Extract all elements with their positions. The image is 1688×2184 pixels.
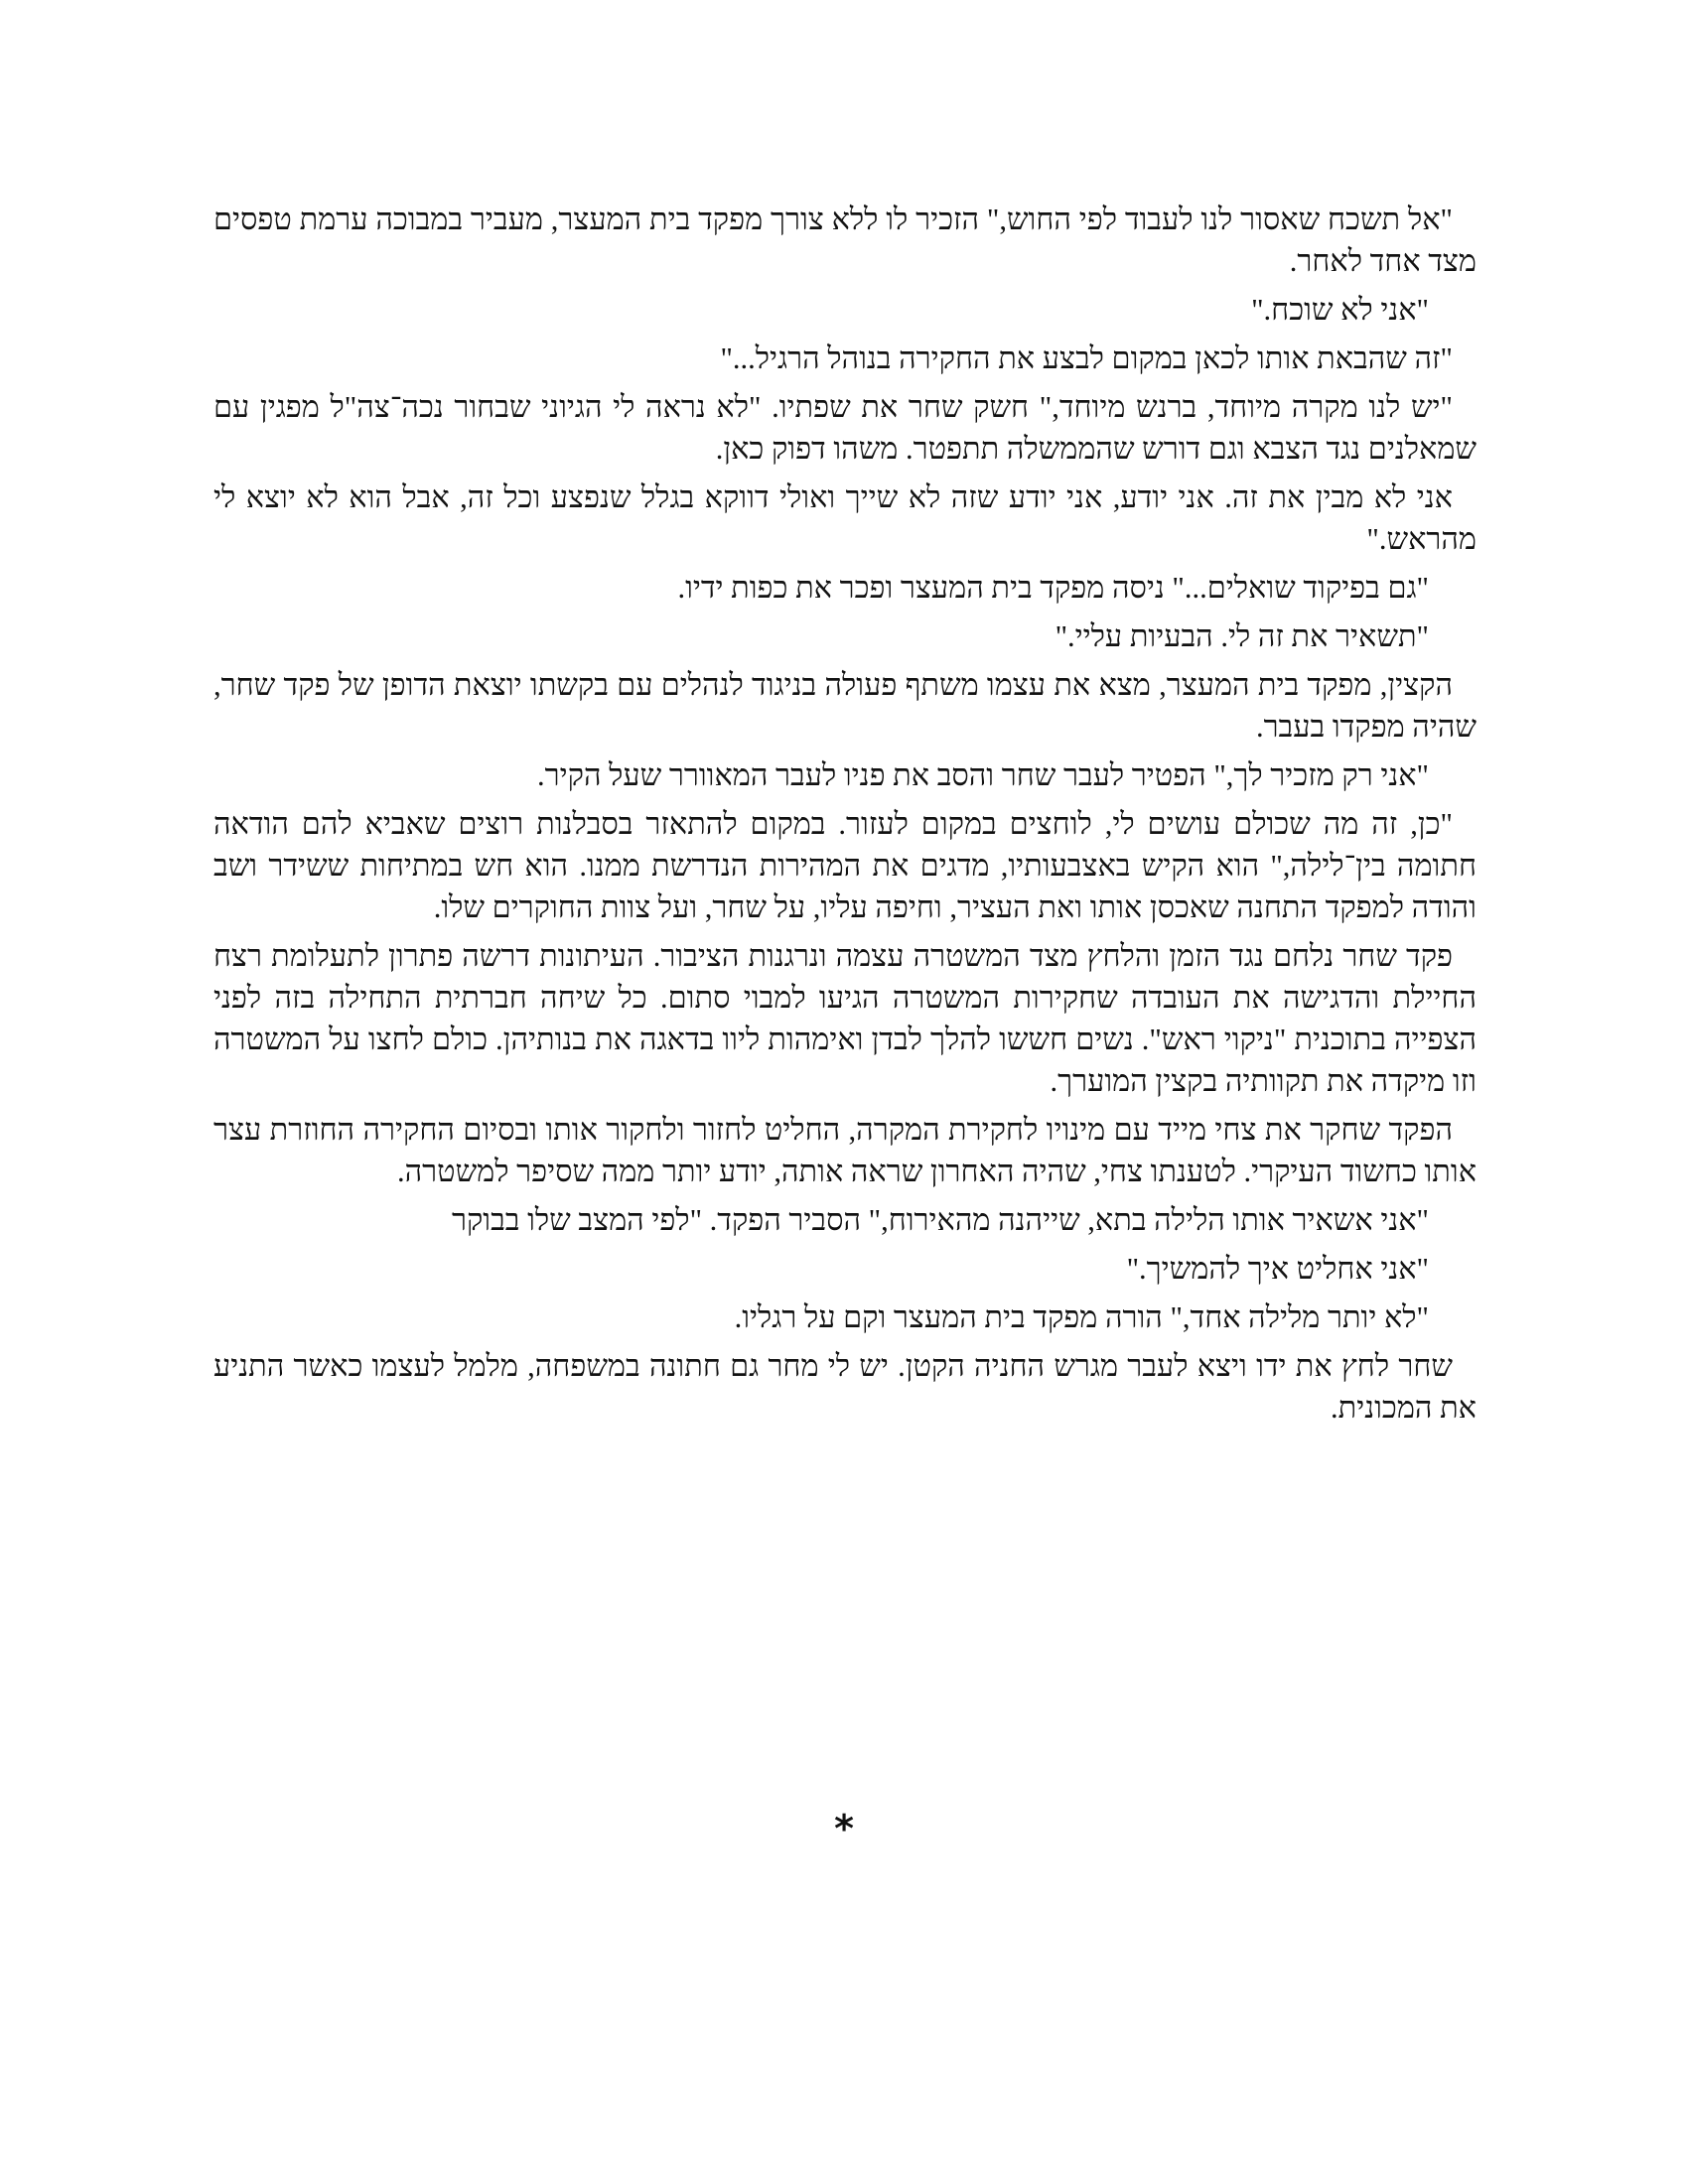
paragraph-6: "גם בפיקוד שואלים..." ניסה מפקד בית המעצר ופכר את כפות ידיו. (677, 571, 1429, 605)
paragraph-14: "אני אחליט איך להמשיך." (1126, 1252, 1429, 1286)
body-text (213, 199, 1477, 1435)
paragraph-15: "לא יותר מלילה אחד," הורה מפקד בית המעצר וקם על רגליו. (734, 1300, 1429, 1334)
paragraph-16: שחר לחץ את ידו ויצא לעבר מגרש החניה הקטן. יש לי מחר גם חתונה במשפחה, מלמל לעצמו כאשר התניע את המכונית. (213, 1349, 1477, 1425)
paragraph-4: "יש לנו מקרה מיוחד, ברנש מיוחד," חשק שחר את שפתיו. "לא נראה לי הגיוני שבחור נכה־צה"ל מפגין עם שמאלנים נגד הצבא וגם דורש שהממשלה תתפטר. משהו דפוק כאן. (213, 390, 1477, 466)
paragraph-13: "אני אשאיר אותו הלילה בתא, שייהנה מהאירוח," הסביר הפקד. "לפי המצב שלו בבוקר (451, 1203, 1429, 1237)
paragraph-12: הפקד שחקר את צחי מייד עם מינויו לחקירת המקרה, החליט לחזור ולחקור אותו ובסיום החקירה החוזרת עצר אותו כחשוד העיקרי. לטענתו צחי, שהיה האחרון שראה אותה, יודע יותר ממה שסיפר למשטרה. (213, 1113, 1477, 1188)
paragraph-1: "אל תשכח שאסור לנו לעבוד לפי החוש," הזכיר לו ללא צורך מפקד בית המעצר, מעביר במבוכה ערמת טפסים מצד אחד לאחר. (213, 203, 1477, 278)
paragraph-5: אני לא מבין את זה. אני יודע, אני יודע שזה לא שייך ואולי דווקא בגלל שנפצע וכל זה, אבל הוא לא יוצא לי מהראש." (213, 480, 1477, 556)
paragraph-7: "תשאיר את זה לי. הבעיות עליי." (1055, 619, 1429, 653)
paragraph-10: "כן, זה מה שכולם עושים לי, לוחצים במקום לעזור. במקום להתאזר בסבלנות רוצים שאביא להם הודאה חתומה בין־לילה," הוא הקיש באצבעותיו, מדגים את המהירות הנדרשת ממנו. הוא חש במתיחות ששידר ושב והודה למפקד התחנה שאכסן אותו ואת העציר, וחיפה עליו, על שחר, ועל צוות החוקרים שלו. (213, 807, 1477, 924)
paragraph-2: "אני לא שוכח." (1251, 293, 1429, 327)
section-separator: * (834, 1807, 854, 1850)
paragraph-11: פקד שחר נלחם נגד הזמן והלחץ מצד המשטרה עצמה ונרגנות הציבור. העיתונות דרשה פתרון לתעלומת רצח החיילת והדגישה את העובדה שחקירות המשטרה הגיעו למבוי סתום. כל שיחה חברתית התחילה בזה לפני הצפייה בתוכנית "ניקוי ראש". נשים חששו להלך לבדן ואימהות ליוו בדאגה את בנותיהן. כולם לחצו על המשטרה וזו מיקדה את תקוותיה בקצין המוערך. (213, 939, 1477, 1098)
paragraph-3: "זה שהבאת אותו לכאן במקום לבצע את החקירה בנוהל הרגיל..." (720, 341, 1453, 375)
paragraph-8: הקצין, מפקד בית המעצר, מצא את עצמו משתף פעולה בניגוד לנהלים עם בקשתו יוצאת הדופן של פקד שחר, שהיה מפקדו בעבר. (213, 668, 1477, 744)
paragraph-9: "אני רק מזכיר לך," הפטיר לעבר שחר והסב את פניו לעבר המאוורר שעל הקיר. (537, 758, 1429, 792)
